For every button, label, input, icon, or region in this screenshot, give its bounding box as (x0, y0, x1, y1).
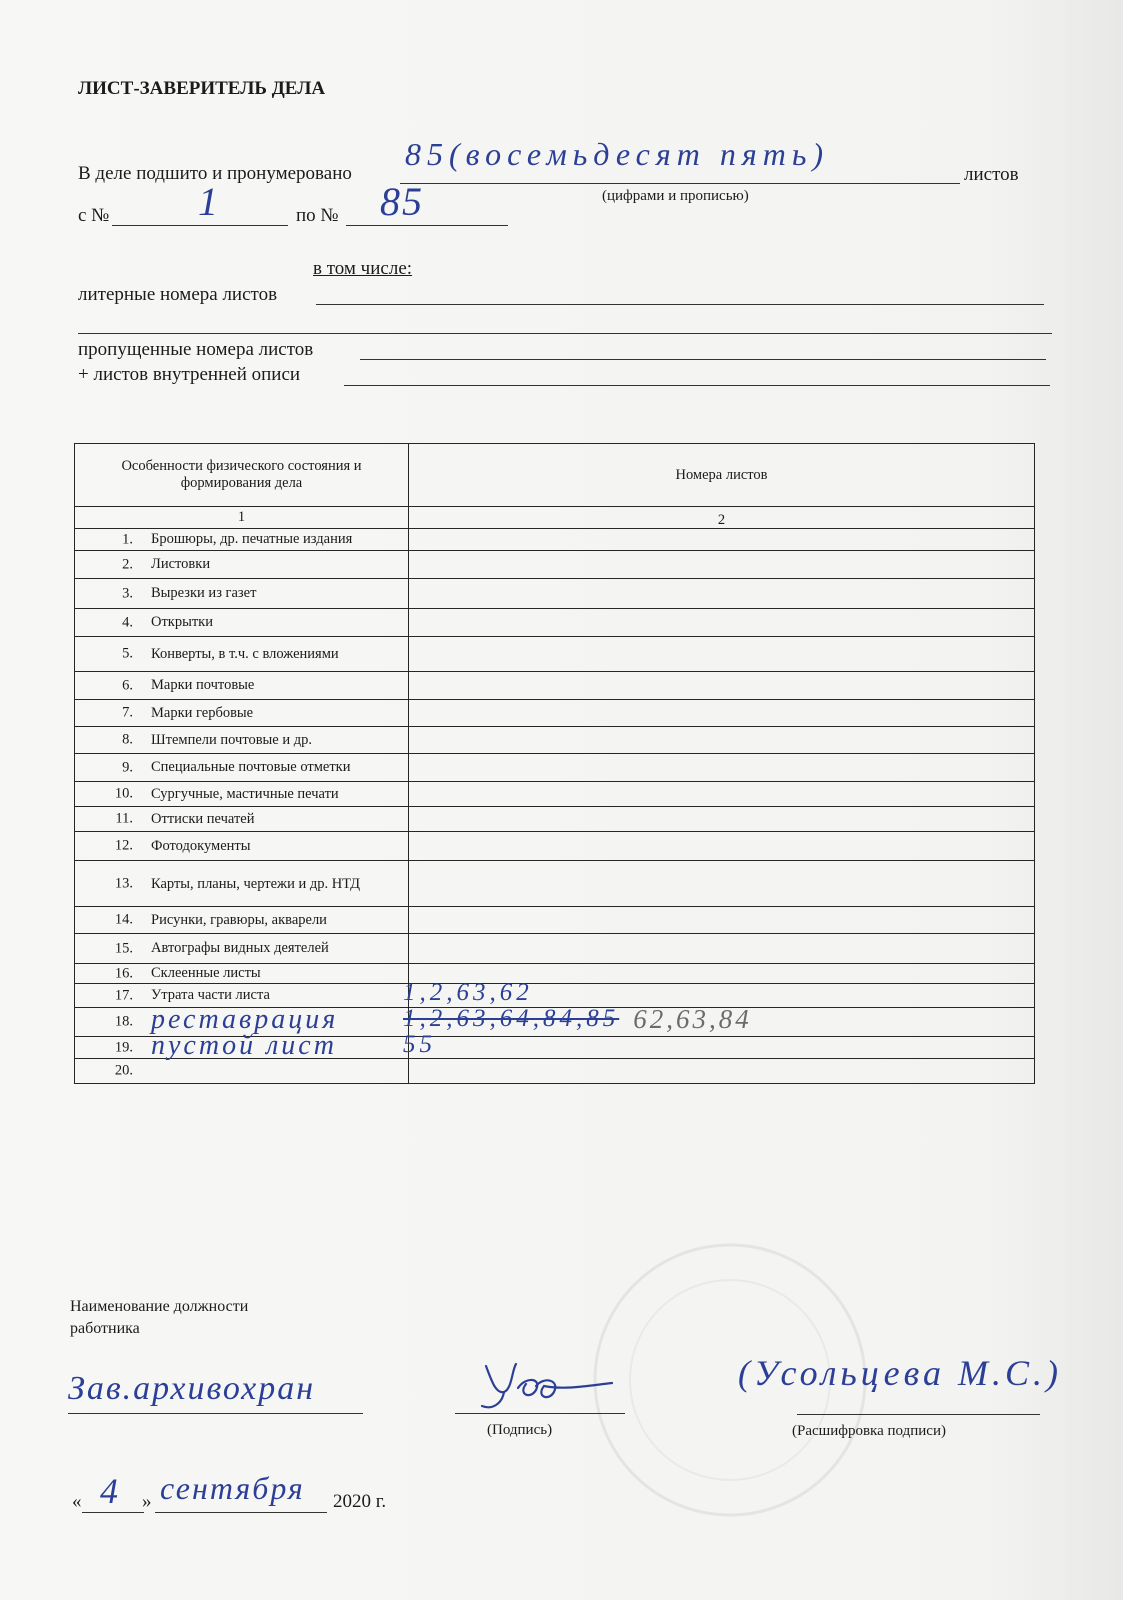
feature-cell (75, 754, 409, 781)
count-hint: (цифрами и прописью) (602, 188, 749, 204)
features-table (74, 443, 1035, 1084)
row-number: 19. (114, 1039, 133, 1055)
count-suffix: листов (964, 164, 1019, 185)
feature-label: Утрата части листа (151, 987, 270, 1003)
feature-label: Марки гербовые (151, 704, 254, 721)
date-month-underline (155, 1512, 327, 1513)
table-row (75, 753, 1034, 781)
sheet-numbers-cell (409, 832, 1034, 860)
sheet-numbers-cell (409, 807, 1034, 831)
range-from-value: 1 (198, 179, 218, 224)
sheet-numbers-cell (409, 1059, 1034, 1083)
signature-caption: (Подпись) (487, 1422, 553, 1438)
row-number: 9. (122, 759, 133, 775)
blank-line (78, 333, 1052, 334)
table-row (75, 831, 1034, 860)
sheet-numbers-cell (409, 551, 1034, 578)
count-underline (400, 183, 960, 184)
missing-numbers-line (360, 359, 1046, 360)
sheet-numbers-cell (409, 754, 1034, 781)
feature-cell (75, 1029, 409, 1061)
feature-label: Вырезки из газет (151, 585, 257, 601)
sheet-numbers-correction: 62,63,84 (633, 1003, 752, 1034)
date-close-quote: » (142, 1491, 152, 1512)
including-heading: в том числе: (313, 258, 413, 279)
range-from-underline (112, 225, 288, 226)
signature-mark (472, 1356, 622, 1416)
row-number: 1. (122, 531, 133, 547)
sheet-numbers-cell (409, 934, 1034, 963)
feature-cell (75, 807, 409, 831)
sheet-numbers-value: 1,2,63,64,84,85 (403, 1005, 620, 1032)
row-number: 11. (115, 810, 133, 827)
date-day: 4 (100, 1471, 118, 1511)
row-number: 4. (122, 614, 133, 630)
sheet-numbers-value: 55 (403, 1030, 436, 1058)
table-row (75, 671, 1034, 699)
row-number: 5. (122, 645, 133, 662)
name-value: (Усольцева М.С.) (738, 1353, 1063, 1393)
feature-label: Сургучные, мастичные печати (151, 785, 339, 802)
feature-label: Штемпели почтовые и др. (151, 731, 313, 748)
feature-cell (75, 529, 409, 550)
row-number: 12. (114, 837, 133, 854)
document-title: ЛИСТ-ЗАВЕРИТЕЛЬ ДЕЛА (78, 78, 326, 99)
feature-label: Марки почтовые (151, 677, 255, 693)
column-number-1: 1 (75, 507, 409, 528)
feature-cell (75, 1059, 409, 1083)
feature-label: пустой лист (151, 1029, 337, 1061)
position-label: Наименование должности работника (70, 1298, 249, 1337)
feature-label: реставрация (151, 1004, 339, 1035)
table-row (75, 528, 1034, 550)
column-number-2: 2 (717, 512, 726, 528)
table-row (75, 806, 1034, 831)
feature-label: Открытки (151, 614, 213, 630)
feature-cell (75, 579, 409, 608)
table-row (75, 608, 1034, 636)
row-number: 18. (114, 1013, 133, 1030)
header-sheet-numbers: Номера листов (675, 466, 768, 483)
table-row (75, 963, 1034, 983)
range-to-label: по № (296, 205, 339, 226)
feature-label: Склеенные листы (151, 965, 261, 981)
feature-cell (75, 672, 409, 699)
table-row (75, 578, 1034, 608)
feature-cell (75, 782, 409, 806)
sheet-numbers-cell (409, 672, 1034, 699)
table-row (75, 906, 1034, 933)
missing-numbers-label: пропущенные номера листов (78, 339, 314, 360)
sheet-numbers-cell (409, 861, 1034, 906)
sheet-numbers-cell (409, 907, 1034, 933)
sheet-numbers-cell (409, 609, 1034, 636)
sheet-numbers-cell (409, 727, 1034, 753)
sheet-numbers-cell (409, 700, 1034, 726)
position-underline (68, 1413, 363, 1414)
date-month: сентября (160, 1470, 305, 1506)
table-row (75, 860, 1034, 906)
letter-numbers-label: литерные номера листов (78, 284, 278, 305)
letter-numbers-line (316, 304, 1044, 305)
table-row (75, 550, 1034, 578)
row-number: 2. (122, 556, 133, 572)
row-number: 7. (122, 704, 133, 721)
range-to-value: 85 (380, 179, 424, 224)
date-open-quote: « (72, 1491, 82, 1512)
range-to-underline (346, 225, 508, 226)
sheet-numbers-cell (403, 1030, 1034, 1058)
table-body (75, 528, 1034, 1083)
row-number: 13. (114, 875, 133, 891)
row-number: 16. (114, 965, 133, 981)
feature-cell (75, 934, 409, 963)
feature-label: Листовки (151, 556, 211, 572)
feature-label: Конверты, в т.ч. с вложениями (151, 645, 339, 662)
feature-cell (75, 551, 409, 578)
feature-cell (75, 700, 409, 726)
signature-underline (455, 1413, 625, 1414)
table-row (75, 1058, 1034, 1083)
row-number: 14. (114, 911, 133, 928)
range-from-label: с № (78, 205, 110, 226)
feature-label: Рисунки, гравюры, акварели (151, 911, 327, 928)
feature-cell (75, 609, 409, 636)
row-number: 15. (114, 940, 133, 956)
feature-label: Фотодокументы (151, 837, 251, 854)
table-header (75, 444, 1034, 506)
table-row (75, 781, 1034, 806)
feature-cell (75, 832, 409, 860)
table-row (75, 1029, 1034, 1061)
row-number: 3. (122, 585, 133, 601)
row-number: 17. (114, 987, 133, 1003)
inner-inventory-label: + листов внутренней описи (78, 364, 301, 385)
table-row (75, 699, 1034, 726)
count-prefix: В деле подшито и пронумеровано (78, 163, 352, 184)
feature-label: Автографы видных деятелей (151, 940, 329, 956)
count-handwritten: 85(восемьдесят пять) (405, 136, 830, 172)
date-year: 2020 г. (333, 1491, 387, 1512)
feature-label: Карты, планы, чертежи и др. НТД (151, 875, 361, 892)
feature-cell (75, 861, 409, 906)
sheet-numbers-cell (409, 529, 1034, 550)
inner-inventory-line (344, 385, 1050, 386)
header-features: Особенности физического состояния и формирования дела (75, 444, 409, 506)
feature-cell (75, 637, 409, 671)
table-row (75, 726, 1034, 753)
row-number: 10. (114, 785, 133, 802)
date-day-underline (82, 1512, 144, 1513)
row-number: 20. (114, 1062, 133, 1079)
sheet-numbers-cell (403, 1003, 1034, 1036)
feature-cell (75, 964, 409, 983)
row-number: 6. (122, 677, 133, 693)
column-numbers-row (75, 506, 1034, 528)
feature-cell (75, 907, 409, 933)
sheet-numbers-cell (409, 782, 1034, 806)
feature-label: Брошюры, др. печатные издания (151, 531, 353, 547)
name-underline (797, 1414, 1040, 1415)
table-row (75, 933, 1034, 963)
sheet-numbers-cell (409, 637, 1034, 671)
feature-cell (75, 727, 409, 753)
feature-label: Оттиски печатей (151, 810, 255, 827)
feature-label: Специальные почтовые отметки (151, 759, 351, 775)
table-row (75, 636, 1034, 671)
position-value: Зав.архивохран (68, 1370, 316, 1407)
name-caption: (Расшифровка подписи) (792, 1423, 946, 1439)
sheet-numbers-value: 1,2,63,62 (403, 978, 533, 1006)
sheet-numbers-cell (409, 579, 1034, 608)
row-number: 8. (122, 731, 133, 748)
